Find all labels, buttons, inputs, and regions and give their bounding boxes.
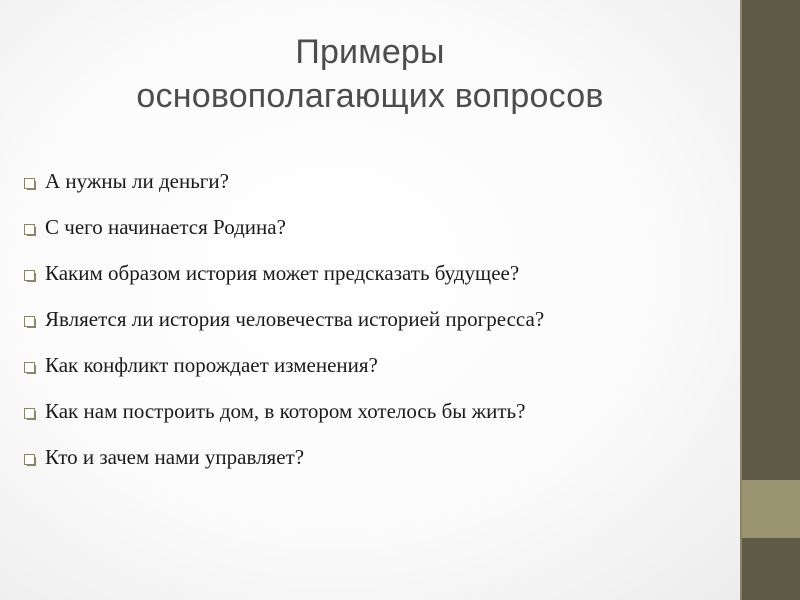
list-item bbox=[24, 308, 724, 331]
question-list bbox=[24, 170, 724, 492]
title-line-2: основополагающих вопросов bbox=[136, 77, 604, 115]
hollow-square-icon bbox=[24, 408, 35, 419]
list-item-text: Каким образом история может предсказать будущее? bbox=[45, 261, 520, 285]
list-item bbox=[24, 354, 724, 377]
list-item-text: Как конфликт порождает изменения? bbox=[45, 353, 378, 377]
list-item-text: Является ли история человечества историей прогресса? bbox=[45, 307, 545, 331]
list-item bbox=[24, 170, 724, 193]
hollow-square-icon bbox=[24, 316, 35, 327]
list-item bbox=[24, 216, 724, 239]
list-item bbox=[24, 400, 724, 423]
hollow-square-icon bbox=[24, 362, 35, 373]
list-item-text: А нужны ли деньги? bbox=[45, 169, 229, 193]
accent-square-dark bbox=[742, 538, 800, 600]
hollow-square-icon bbox=[24, 224, 35, 235]
hollow-square-icon bbox=[24, 270, 35, 281]
list-item-text: Кто и зачем нами управляет? bbox=[45, 445, 305, 469]
slide-title bbox=[60, 30, 680, 118]
hollow-square-icon bbox=[24, 454, 35, 465]
list-item bbox=[24, 262, 724, 285]
accent-square bbox=[742, 480, 800, 538]
list-item bbox=[24, 446, 724, 469]
hollow-square-icon bbox=[24, 178, 35, 189]
title-line-1: Примеры bbox=[295, 33, 445, 71]
list-item-text: С чего начинается Родина? bbox=[45, 215, 286, 239]
list-item-text: Как нам построить дом, в котором хотелось бы жить? bbox=[45, 399, 526, 423]
